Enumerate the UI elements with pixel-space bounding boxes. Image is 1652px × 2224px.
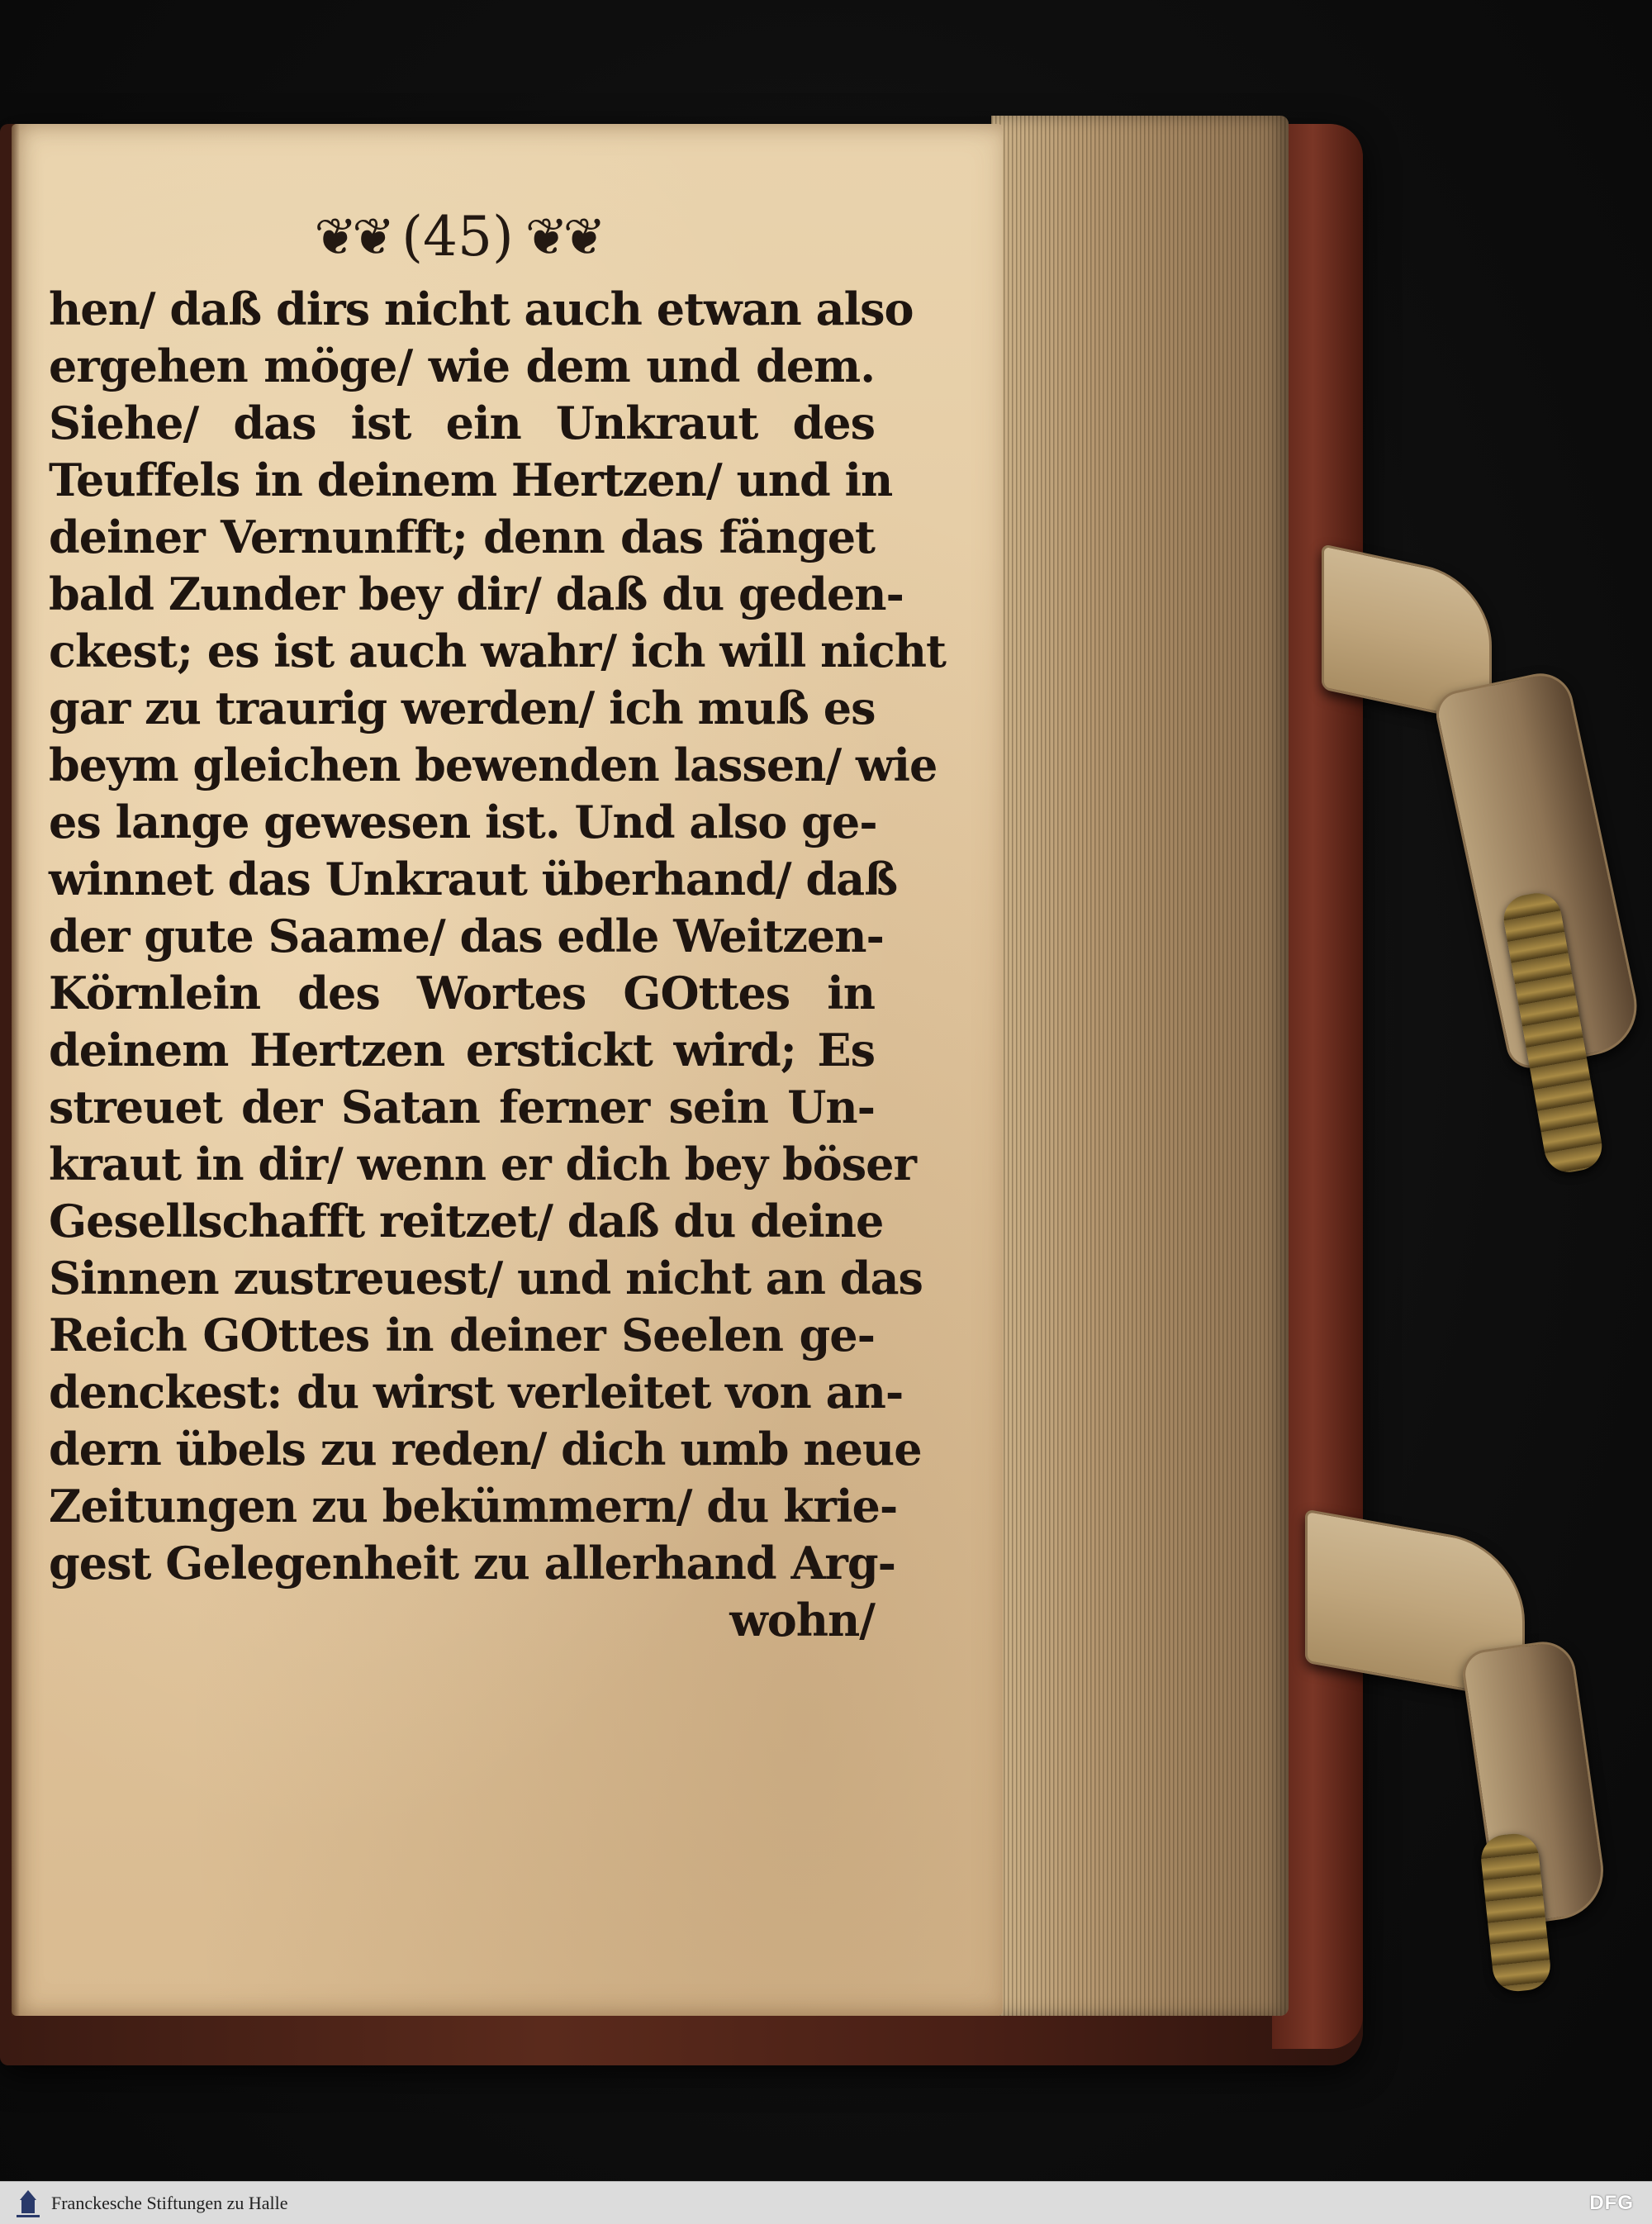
text-line: ckest; es ist auch wahr/ ich will nicht xyxy=(49,625,946,677)
ornament-left-icon: ❦❦ xyxy=(314,207,391,267)
text-line: der gute Saame/ das edle Weitzen- xyxy=(49,910,884,962)
institution-label[interactable]: Franckesche Stiftungen zu Halle xyxy=(51,2193,288,2213)
page-gutter xyxy=(12,124,20,2016)
text-line: bald Zunder bey dir/ daß du geden- xyxy=(49,568,904,620)
text-line: gest Gelegenheit zu allerhand Arg- xyxy=(49,1537,895,1590)
book-page xyxy=(12,124,1003,2016)
text-line: gar zu traurig werden/ ich muß es xyxy=(49,682,876,734)
text-line: streuet der Satan ferner sein Un- xyxy=(49,1081,875,1133)
catchword: wohn/ xyxy=(729,1594,875,1647)
text-line: es lange gewesen ist. Und also ge- xyxy=(49,796,877,848)
text-line: Zeitungen zu bekümmern/ du krie- xyxy=(49,1480,898,1533)
text-line: ergehen möge/ wie dem und dem. xyxy=(49,340,875,392)
text-line: beym gleichen bewenden lassen/ wie xyxy=(49,739,938,791)
text-line: deinem Hertzen erstickt wird; Es xyxy=(49,1024,875,1076)
building-icon[interactable] xyxy=(13,2187,43,2220)
text-line: denckest: du wirst verleitet von an- xyxy=(49,1366,904,1419)
page-header xyxy=(292,200,623,274)
text-line: Siehe/ das ist ein Unkraut des xyxy=(49,397,875,449)
page-text xyxy=(49,281,946,1649)
text-line: Teuffels in deinem Hertzen/ und in xyxy=(49,454,893,506)
text-line: winnet das Unkraut überhand/ daß xyxy=(49,853,898,905)
text-line: Reich GOttes in deiner Seelen ge- xyxy=(49,1309,875,1361)
page-number: (45) xyxy=(401,205,514,268)
ornament-right-icon: ❦❦ xyxy=(525,207,601,267)
page-fore-edge xyxy=(991,116,1289,2016)
text-line: Gesellschafft reitzet/ daß du deine xyxy=(49,1195,884,1247)
viewer-footer xyxy=(0,2181,1652,2224)
text-line: Sinnen zustreuest/ und nicht an das xyxy=(49,1252,923,1304)
dfg-logo[interactable]: DFG xyxy=(1589,2192,1634,2214)
text-line: hen/ daß dirs nicht auch etwan also xyxy=(49,283,914,335)
text-line: dern übels zu reden/ dich umb neue xyxy=(49,1423,922,1476)
text-line: kraut in dir/ wenn er dich bey böser xyxy=(49,1138,916,1190)
text-line: deiner Vernunfft; denn das fänget xyxy=(49,511,875,563)
text-line: Körnlein des Wortes GOttes in xyxy=(49,967,875,1019)
